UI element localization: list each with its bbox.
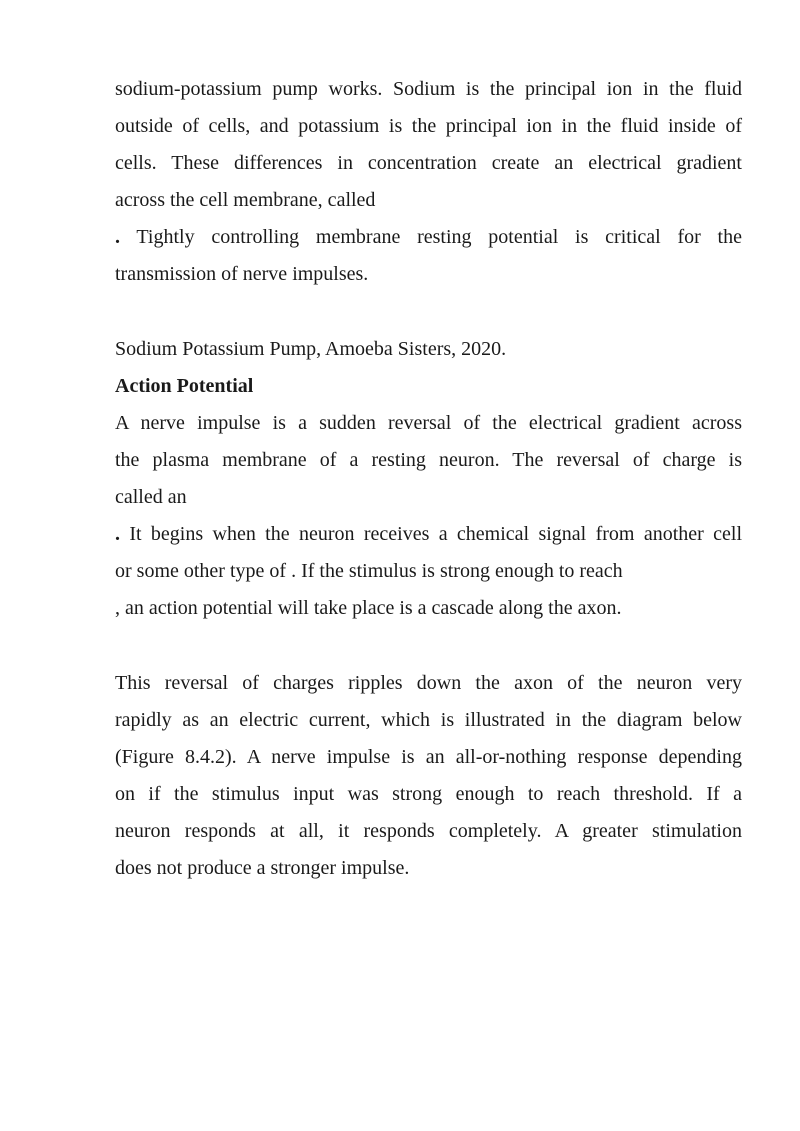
paragraph-nerve-impulse: [115, 665, 742, 888]
text-line: , an action potential will take place is a cascade along the axon.: [115, 597, 622, 620]
text-line: (Figure 8.4.2). A nerve impulse is an all-or-nothing response depending: [115, 745, 742, 768]
text-fragment: It begins when the neuron receives a chemical signal from another cell: [129, 523, 743, 546]
document-page: [115, 71, 742, 887]
text-line: transmission of nerve impulses.: [115, 263, 369, 286]
text-line: This reversal of charges ripples down the axon of the neuron very: [115, 671, 742, 694]
text-line: cells. These differences in concentration create an electrical gradient: [115, 152, 742, 175]
text-line: [115, 219, 742, 256]
text-line: across the cell membrane, called: [115, 189, 376, 212]
paragraph-action-potential: [115, 405, 742, 628]
section-heading: Action Potential: [115, 374, 254, 397]
text-line: rapidly as an electric current, which is illustrated in the diagram below: [115, 708, 742, 731]
paragraph-sodium-potassium: [115, 71, 742, 294]
text-line: outside of cells, and potassium is the principal ion in the fluid inside of: [115, 115, 742, 138]
text-line: or some other type of . If the stimulus is strong enough to reach: [115, 560, 623, 583]
bold-period: .: [115, 226, 120, 249]
text-line: A nerve impulse is a sudden reversal of the electrical gradient across: [115, 411, 742, 434]
text-line: the plasma membrane of a resting neuron. The reversal of charge is: [115, 448, 742, 471]
bold-period: .: [115, 523, 120, 546]
citation: Sodium Potassium Pump, Amoeba Sisters, 2020.: [115, 337, 507, 360]
text-line: called an: [115, 486, 187, 509]
text-line: neuron responds at all, it responds completely. A greater stimulation: [115, 819, 742, 842]
text-line: [115, 516, 742, 553]
text-line: sodium-potassium pump works. Sodium is the principal ion in the fluid: [115, 78, 742, 100]
text-fragment: Tightly controlling membrane resting potential is critical for the: [136, 226, 742, 249]
blank-line: [115, 627, 742, 664]
text-line: on if the stimulus input was strong enough to reach threshold. If a: [115, 782, 742, 805]
blank-line: [115, 294, 742, 331]
text-line: does not produce a stronger impulse.: [115, 856, 410, 879]
